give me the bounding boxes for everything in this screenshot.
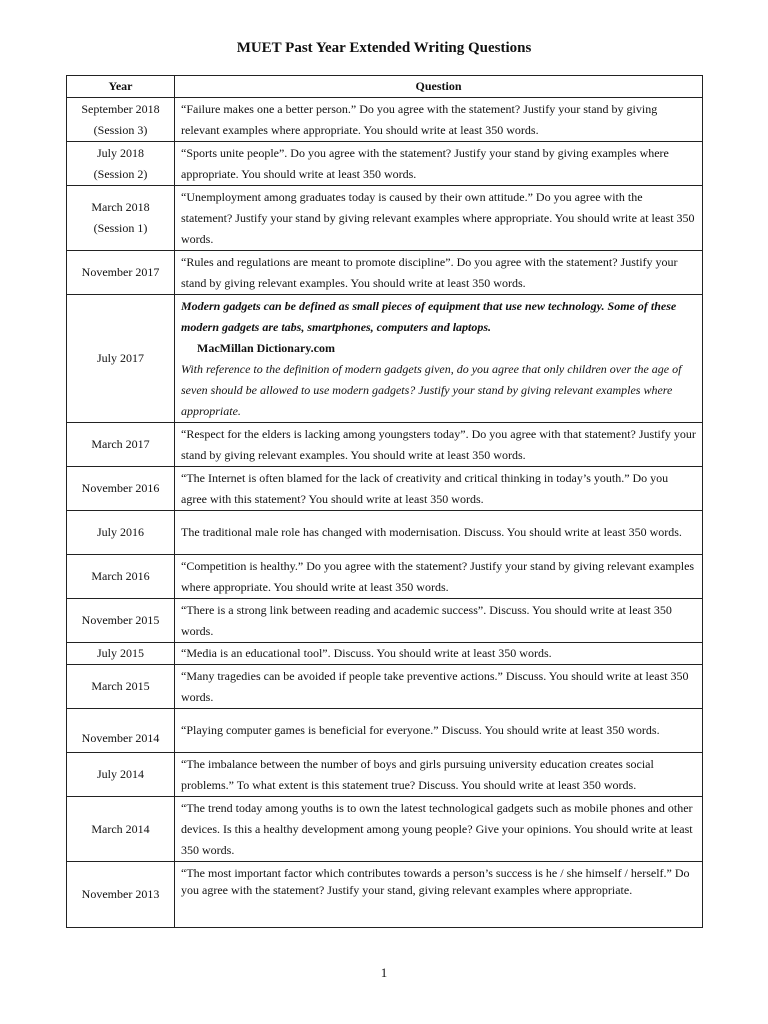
question-cell: “Rules and regulations are meant to promote discipline”. Do you agree with the statement? Justify your stand by giving relevant examples. You should write at least 350 words. [175, 251, 703, 295]
table-row [67, 295, 703, 423]
year-cell: November 2013 [67, 862, 175, 928]
question-cell: “Playing computer games is beneficial for everyone.” Discuss. You should write at least 350 words. [175, 709, 703, 753]
question-prompt: With reference to the definition of modern gadgets given, do you agree that only children over the age of seven should be allowed to use modern gadgets? Justify your stand by giving relevant examples where appropriate. [181, 361, 682, 418]
question-cell: “The trend today among youths is to own the latest technological gadgets such as mobile phones and other devices. Is this a healthy development among young people? Give your opinions. You should write at least 350 words. [175, 797, 703, 862]
table-row [67, 862, 703, 928]
question-cell: “Competition is healthy.” Do you agree with the statement? Justify your stand by giving relevant examples where appropriate. You should write at least 350 words. [175, 555, 703, 599]
table-row [67, 142, 703, 186]
question-cell: “Sports unite people”. Do you agree with the statement? Justify your stand by giving examples where appropriate. You should write at least 350 words. [175, 142, 703, 186]
year-cell: March 2015 [67, 665, 175, 709]
table-row [67, 797, 703, 862]
year-cell: November 2014 [67, 709, 175, 753]
definition-source: MacMillan Dictionary.com [197, 340, 335, 355]
table-row [67, 555, 703, 599]
table-row [67, 186, 703, 251]
question-cell: “There is a strong link between reading and academic success”. Discuss. You should write at least 350 words. [175, 599, 703, 643]
table-row [67, 753, 703, 797]
year-cell: July 2014 [67, 753, 175, 797]
table-row [67, 98, 703, 142]
year-cell: March 2016 [67, 555, 175, 599]
table-header-row [67, 76, 703, 98]
table-row [67, 643, 703, 665]
session-label: (Session 3) [93, 122, 148, 137]
year-cell: November 2016 [67, 467, 175, 511]
table-row [67, 251, 703, 295]
question-cell: The traditional male role has changed with modernisation. Discuss. You should write at least 350 words. [175, 511, 703, 555]
year-cell: March 2014 [67, 797, 175, 862]
year-cell: March 2017 [67, 423, 175, 467]
table-row [67, 511, 703, 555]
question-column-header: Question [175, 76, 703, 98]
question-cell: “Media is an educational tool”. Discuss. You should write at least 350 words. [175, 643, 703, 665]
question-cell: “Respect for the elders is lacking among youngsters today”. Do you agree with that statement? Justify your stand by giving relevant examples. You should write at least 350 words. [175, 423, 703, 467]
year-cell: November 2015 [67, 599, 175, 643]
year-cell [67, 186, 175, 251]
session-label: (Session 2) [93, 166, 148, 181]
table-row [67, 599, 703, 643]
table-row [67, 709, 703, 753]
table-row [67, 467, 703, 511]
document-title: MUET Past Year Extended Writing Questions [236, 40, 532, 56]
year-cell: July 2015 [67, 643, 175, 665]
question-cell: “Many tragedies can be avoided if people take preventive actions.” Discuss. You should write at least 350 words. [175, 665, 703, 709]
questions-table [66, 75, 703, 928]
year-label: September 2018 [81, 101, 160, 116]
question-cell: “Failure makes one a better person.” Do you agree with the statement? Justify your stand by giving relevant examples where appropriate. You should write at least 350 words. [175, 98, 703, 142]
question-cell: “The imbalance between the number of boys and girls pursuing university education creates social problems.” To what extent is this statement true? Discuss. You should write at least 350 words. [175, 753, 703, 797]
question-cell [175, 295, 703, 423]
year-cell: November 2017 [67, 251, 175, 295]
year-label: July 2018 [96, 145, 144, 160]
session-label: (Session 1) [93, 221, 148, 235]
question-cell: “The most important factor which contributes towards a person’s success is he / she himself / herself.” Do you agree with the statement? Justify your stand, giving relevant examples where appropriate. [175, 862, 703, 928]
page-number: 1 [380, 965, 388, 980]
year-cell [67, 142, 175, 186]
year-cell [67, 98, 175, 142]
gadget-definition: Modern gadgets can be defined as small pieces of equipment that use new technology. Some of these modern gadgets are tabs, smartphones, computers and laptops. [181, 298, 677, 334]
year-label: March 2018 [91, 200, 150, 214]
table-row [67, 423, 703, 467]
table-row [67, 665, 703, 709]
year-column-header: Year [67, 76, 175, 98]
question-cell: “Unemployment among graduates today is caused by their own attitude.” Do you agree with the statement? Justify your stand by giving relevant examples where appropriate. You should write at least 350 words. [175, 186, 703, 251]
question-cell: “The Internet is often blamed for the lack of creativity and critical thinking in today’s youth.” Do you agree with this statement? You should write at least 350 words. [175, 467, 703, 511]
year-cell: July 2016 [67, 511, 175, 555]
year-cell: July 2017 [67, 295, 175, 423]
